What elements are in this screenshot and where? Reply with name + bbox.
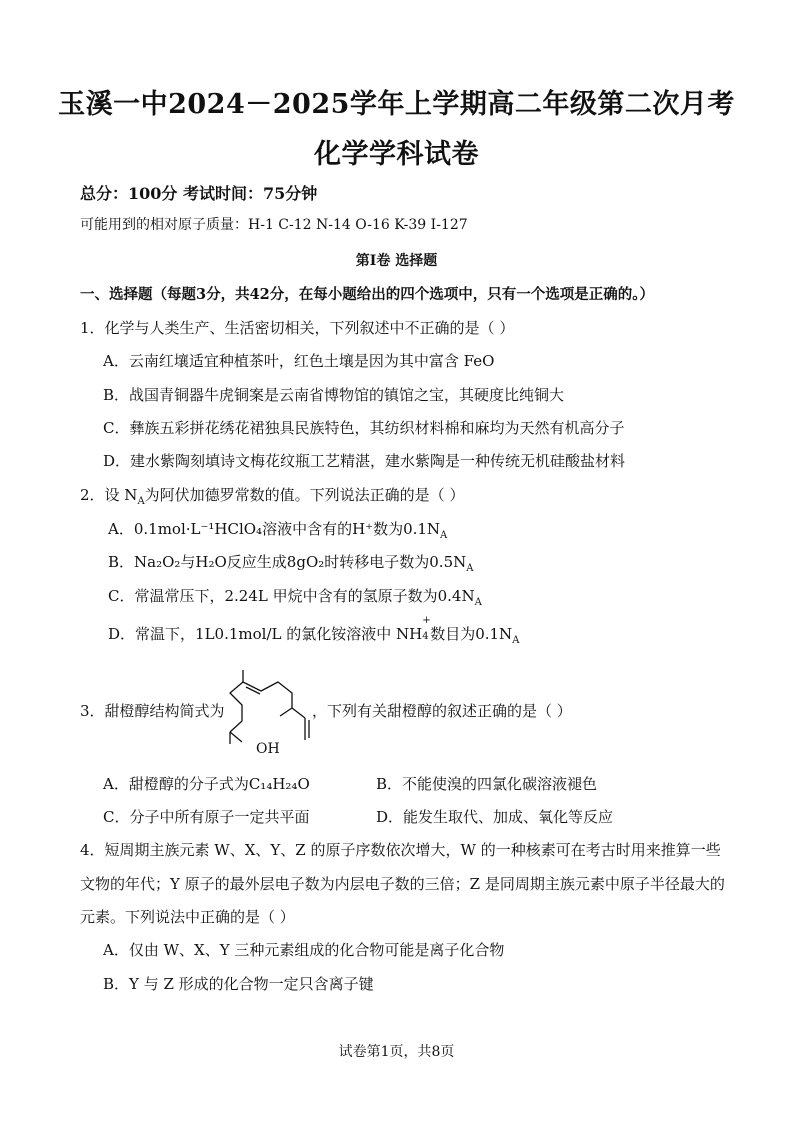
question-1-option-c: C．彝族五彩拼花绣花裙独具民族特色，其纺织材料棉和麻均为天然有机高分子 (103, 419, 625, 437)
question-1-option-b: B．战国青铜器牛虎铜案是云南省博物馆的镇馆之宝，其硬度比纯铜大 (103, 386, 565, 404)
hydroxyl-label: OH (256, 741, 280, 757)
question-4-option-b: B．Y 与 Z 形成的化合物一定只含离子键 (103, 975, 374, 993)
question-4-stem-line2: 文物的年代；Y 原子的最外层电子数为内层电子数的三倍；Z 是同周期主族元素中原子半径最大的 (80, 875, 725, 893)
question-2-option-d: D．常温下，1L0.1mol/L 的氯化铵溶液中 NH + 4 数目为$0.1N_A$ (108, 615, 520, 646)
question-4-option-a: A．仅由 W、X、Y 三种元素组成的化合物可能是离子化合物 (103, 941, 505, 959)
part-heading: 一、选择题（每题3分，共42分，在每小题给出的四个选项中，只有一个选项是正确的。） (80, 286, 655, 303)
question-2-stem: 2．设 $N_A$为阿伏加德罗常数的值。下列说法正确的是（ ） (80, 486, 465, 507)
question-3-stem-a: 3．甜橙醇结构简式为 (80, 702, 225, 720)
question-3-option-a: A．甜橙醇的分子式为C₁₄H₂₄O (103, 775, 310, 793)
question-1-stem: 1．化学与人类生产、生活密切相关，下列叙述中不正确的是（ ） (80, 319, 515, 337)
question-3-stem-b: ，下列有关甜橙醇的叙述正确的是（ ） (312, 702, 572, 720)
question-3-option-b: B．不能使溴的四氯化碳溶液褪色 (376, 775, 598, 793)
atomic-masses: 可能用到的相对原子质量：H-1 C-12 N-14 O-16 K-39 I-127 (80, 217, 468, 233)
section-title: 第Ⅰ卷 选择题 (355, 253, 438, 269)
question-1-option-d: D．建水紫陶刻填诗文梅花纹瓶工艺精湛，建水紫陶是一种传统无机硅酸盐材料 (103, 452, 626, 470)
question-4-stem-line3: 元素。下列说法中正确的是（ ） (80, 908, 295, 926)
sweet-orange-alcohol-structure (218, 658, 318, 758)
exam-info: 总分：100分 考试时间：75分钟 (80, 184, 318, 203)
page-footer: 试卷第1页，共8页 (338, 1044, 455, 1060)
question-2-option-b: B．Na₂O₂与H₂O反应生成8gO₂时转移电子数为$0.5N_A$ (108, 553, 474, 574)
exam-title: 玉溪一中2024－2025学年上学期高二年级第二次月考 (58, 89, 735, 120)
question-2-option-a: A．0.1mol·L⁻¹HClO₄溶液中含有的H⁺数为$0.1N_A$ (108, 520, 448, 541)
question-4-stem-line1: 4．短周期主族元素 W、X、Y、Z 的原子序数依次增大，W 的一种核素可在考古时用来推算一些 (80, 841, 721, 859)
question-1-option-a: A．云南红壤适宜种植茶叶，红色土壤是因为其中富含 FeO (103, 352, 495, 370)
question-3-option-d: D．能发生取代、加成、氧化等反应 (376, 808, 614, 826)
exam-subtitle: 化学学科试卷 (314, 139, 479, 170)
question-3-option-c: C．分子中所有原子一定共平面 (103, 808, 310, 826)
question-2-option-c: C．常温常压下，2.24L 甲烷中含有的氢原子数为$0.4N_A$ (108, 587, 482, 608)
